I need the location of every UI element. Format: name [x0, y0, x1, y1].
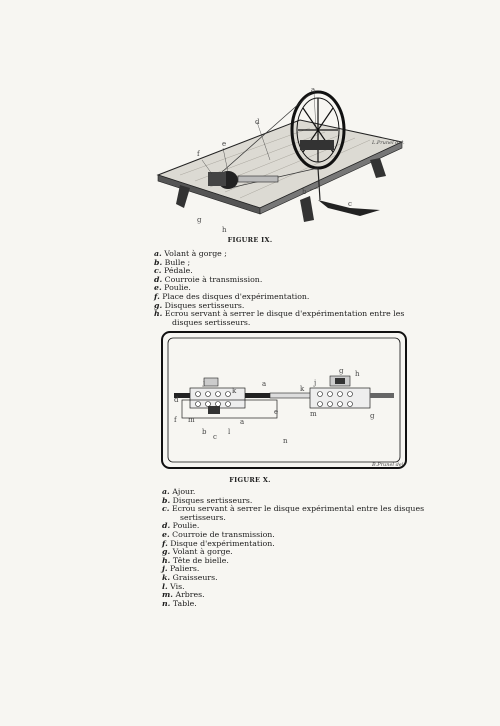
- legend-item: [154, 276, 424, 285]
- legend-text: Bulle ;: [164, 257, 191, 267]
- legend-text: sertisseurs.: [180, 512, 226, 522]
- fig10-label-e: e: [274, 408, 279, 416]
- fig10-label-c: c: [213, 433, 217, 441]
- legend-key: g.: [162, 547, 171, 557]
- legend-key: a.: [154, 249, 162, 258]
- legend-text: Table.: [172, 598, 197, 608]
- fig10-label-j-right: j: [314, 379, 317, 387]
- legend-item-continuation: [154, 319, 424, 328]
- legend-text: Place des disques d'expérimentation.: [162, 291, 310, 301]
- legend-text: Disque d'expérimentation.: [170, 538, 275, 548]
- legend-key: m.: [162, 590, 173, 600]
- legend-text: Volant à gorge.: [172, 547, 233, 557]
- figure-10-illustration: [160, 330, 408, 470]
- legend-key: d.: [162, 521, 171, 531]
- fig10-label-g: g: [370, 412, 375, 420]
- fig10-label-l: l: [228, 428, 231, 436]
- legend-key: e.: [162, 529, 170, 539]
- legend-text: Paliers.: [170, 564, 200, 574]
- fig10-label-k-right: k: [300, 385, 305, 393]
- legend-text: Arbres.: [175, 590, 205, 600]
- legend-text: Ajour.: [172, 487, 196, 496]
- figure-9-caption: FIGURE IX.: [227, 236, 273, 244]
- figure-10-legend: [162, 488, 432, 608]
- legend-text: Disques sertisseurs.: [172, 495, 253, 505]
- legend-text: Pédale.: [163, 266, 193, 276]
- legend-item: [162, 600, 432, 609]
- legend-text: Tête de bielle.: [172, 555, 229, 565]
- fig10-label-e-top: a: [262, 380, 267, 388]
- legend-text: Courroie de transmission.: [172, 529, 275, 539]
- legend-text: Ecrou servant à serrer le disque d'expérimentation entre les: [164, 309, 405, 319]
- fig9-label-e: e: [222, 140, 227, 148]
- legend-key: f.: [162, 538, 168, 548]
- legend-text: Poulie.: [164, 283, 191, 293]
- fig9-label-h: h: [222, 226, 227, 234]
- fig9-label-c: c: [348, 200, 352, 208]
- fig10-label-b: b: [202, 428, 207, 436]
- legend-item-continuation: [162, 514, 432, 523]
- legend-item: [154, 250, 424, 259]
- fig10-label-k: k: [232, 387, 237, 395]
- fig10-label-m-right: m: [310, 410, 317, 418]
- legend-text: Courroie à transmission.: [164, 274, 263, 284]
- legend-key: d.: [154, 274, 163, 284]
- fig10-label-g-top: g: [339, 367, 344, 375]
- legend-text: Ecrou servant à serrer le disque expérimental entre les disques: [171, 504, 425, 514]
- legend-key: b.: [162, 495, 171, 505]
- figure-9-legend: [154, 250, 424, 327]
- legend-text: disques sertisseurs.: [172, 317, 251, 327]
- legend-text: Graisseurs.: [172, 572, 218, 582]
- fig10-label-j: j: [203, 379, 206, 387]
- legend-key: f.: [154, 291, 160, 301]
- legend-key: h.: [154, 309, 163, 319]
- fig9-label-a: a: [311, 86, 316, 94]
- legend-key: n.: [162, 598, 171, 608]
- figure-10-caption: FIGURE X.: [229, 476, 271, 484]
- legend-text: Disques sertisseurs.: [164, 300, 245, 310]
- legend-text: Vis.: [170, 581, 185, 591]
- fig9-label-g: g: [197, 216, 202, 224]
- legend-text: Volant à gorge ;: [164, 249, 227, 258]
- fig9-label-b: b: [302, 188, 307, 196]
- legend-key: c.: [162, 504, 170, 514]
- legend-text: Poulie.: [172, 521, 200, 531]
- fig10-label-f: f: [174, 416, 177, 424]
- legend-key: b.: [154, 257, 163, 267]
- fig10-signature: B.Prunel del.: [372, 462, 405, 468]
- legend-item: [162, 574, 432, 583]
- fig10-label-a: a: [240, 418, 245, 426]
- legend-key: k.: [162, 572, 171, 582]
- legend-key: c.: [154, 266, 162, 276]
- fig10-label-d: d: [174, 396, 179, 404]
- fig10-label-n: n: [283, 437, 288, 445]
- fig9-label-d: d: [255, 118, 260, 126]
- legend-key: e.: [154, 283, 162, 293]
- legend-item: [162, 591, 432, 600]
- legend-key: l.: [162, 581, 168, 591]
- fig9-label-f: f: [197, 150, 200, 158]
- fig10-label-m: m: [188, 416, 195, 424]
- legend-key: h.: [162, 555, 171, 565]
- fig10-label-h: h: [355, 370, 360, 378]
- fig9-signature: L.Prunel del.: [372, 140, 405, 146]
- legend-item: [154, 259, 424, 268]
- legend-key: a.: [162, 487, 170, 496]
- legend-key: g.: [154, 300, 163, 310]
- legend-item: [162, 557, 432, 566]
- legend-key: j.: [162, 564, 168, 574]
- figure-9-illustration: [150, 80, 410, 230]
